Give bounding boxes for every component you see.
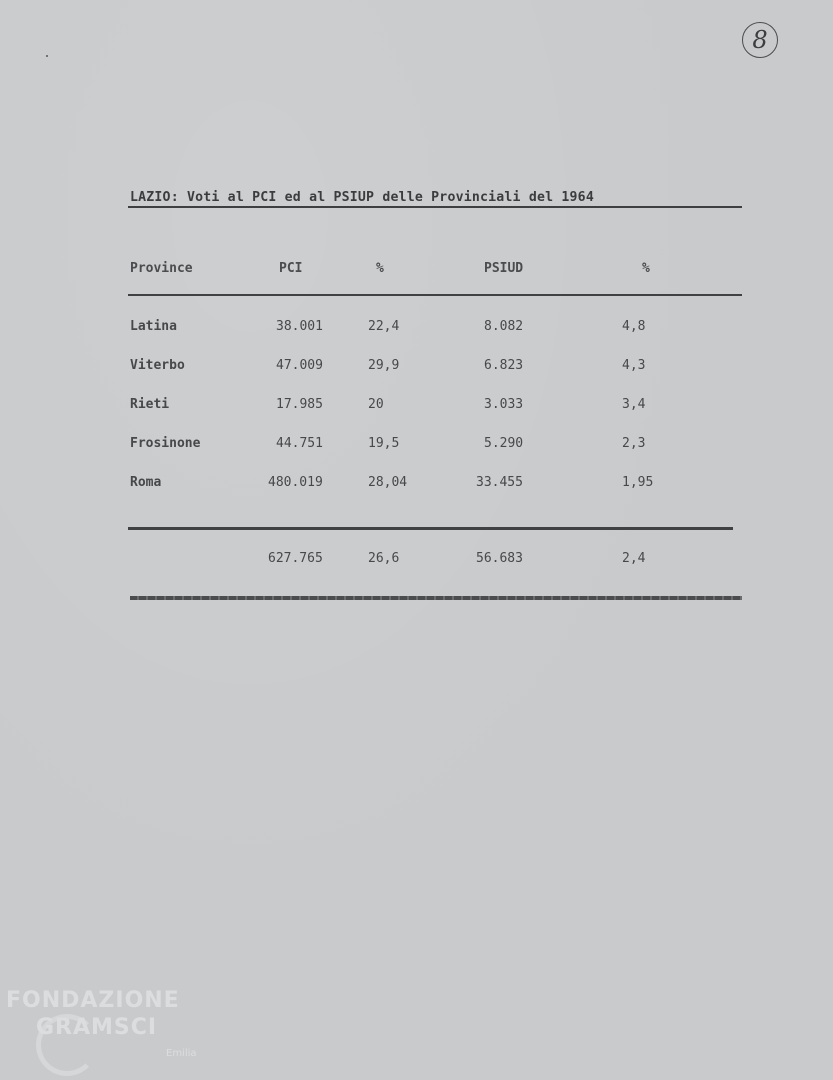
row-latina-pci-percent: 22,4 xyxy=(368,319,400,334)
row-rieti-psiud-percent: 3,4 xyxy=(622,397,646,412)
row-frosinone-pci-percent: 19,5 xyxy=(368,436,400,451)
total-pci-percent: 26,6 xyxy=(368,551,400,566)
title-underline xyxy=(128,206,742,208)
row-roma-province: Roma xyxy=(130,475,162,490)
row-latina-pci: 38.001 xyxy=(276,319,323,334)
row-frosinone-pci: 44.751 xyxy=(276,436,323,451)
row-roma-psiud: 33.455 xyxy=(476,475,523,490)
header-rule xyxy=(128,294,742,296)
row-rieti-pci: 17.985 xyxy=(276,397,323,412)
row-latina-psiud: 8.082 xyxy=(484,319,524,334)
row-rieti-psiud: 3.033 xyxy=(484,397,524,412)
watermark-logo-icon xyxy=(36,1014,98,1076)
document-title: LAZIO: Voti al PCI ed al PSIUP delle Provinciali del 1964 xyxy=(130,190,594,205)
row-roma-psiud-percent: 1,95 xyxy=(622,475,654,490)
row-rieti-pci-percent: 20 xyxy=(368,397,384,412)
bottom-double-rule xyxy=(130,596,742,600)
header-province: Province xyxy=(130,261,193,276)
archive-watermark xyxy=(6,988,197,1059)
row-viterbo-province: Viterbo xyxy=(130,358,185,373)
row-roma-pci: 480.019 xyxy=(268,475,323,490)
row-frosinone-psiud-percent: 2,3 xyxy=(622,436,646,451)
totals-rule xyxy=(128,527,733,530)
row-roma-pci-percent: 28,04 xyxy=(368,475,408,490)
row-viterbo-psiud-percent: 4,3 xyxy=(622,358,646,373)
total-psiud: 56.683 xyxy=(476,551,523,566)
header-pci: PCI xyxy=(279,261,303,276)
paper-speck xyxy=(46,55,48,57)
total-pci: 627.765 xyxy=(268,551,323,566)
header-pci-percent: % xyxy=(376,261,384,276)
watermark-line2: GRAMSCI xyxy=(36,1015,158,1040)
row-viterbo-pci-percent: 29,9 xyxy=(368,358,400,373)
row-viterbo-psiud: 6.823 xyxy=(484,358,524,373)
row-rieti-province: Rieti xyxy=(130,397,170,412)
watermark-line1: FONDAZIONE xyxy=(6,988,180,1013)
total-psiud-percent: 2,4 xyxy=(622,551,646,566)
header-psiud: PSIUD xyxy=(484,261,524,276)
row-frosinone-province: Frosinone xyxy=(130,436,201,451)
row-viterbo-pci: 47.009 xyxy=(276,358,323,373)
page-number: 8 xyxy=(742,22,778,58)
row-latina-province: Latina xyxy=(130,319,177,334)
row-frosinone-psiud: 5.290 xyxy=(484,436,524,451)
watermark-line3: Emilia xyxy=(166,1048,197,1059)
header-psiud-percent: % xyxy=(642,261,650,276)
row-latina-psiud-percent: 4,8 xyxy=(622,319,646,334)
